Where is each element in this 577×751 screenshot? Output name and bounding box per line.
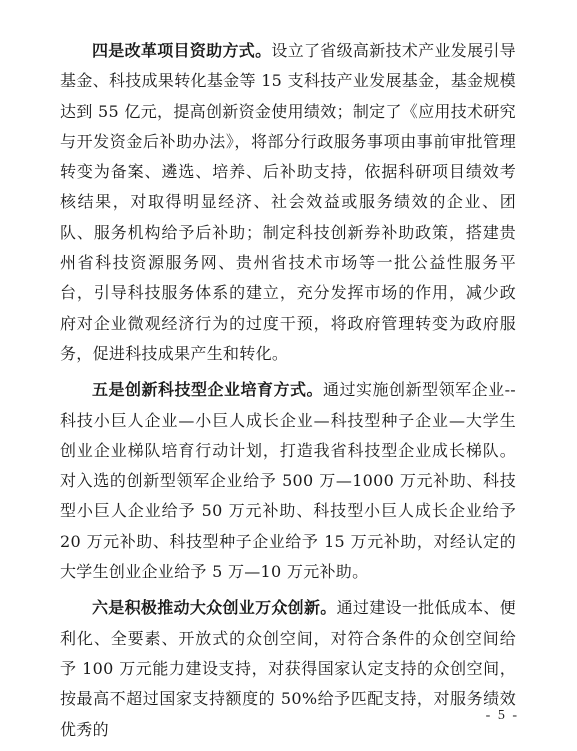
paragraph-text: 通过实施创新型领军企业--科技小巨人企业—小巨人成长企业—科技型种子企业—大学生创业企业梯队培育行动计划，打造我省科技型企业成长梯队。对入选的创新型领军企业给予 500 万—1000 万元补助、科技型小巨人企业给予 50 万元补助、科技型小巨人成长企业给予 20 万元补助、科技型种子企业给予 15 万元补助，对经认定的大学生创业企业给予 5 万—10 万元补助。	[60, 380, 516, 582]
page-number: - 5 -	[485, 708, 519, 723]
paragraph-heading: 四是改革项目资助方式。	[92, 41, 272, 60]
paragraph-text: 通过建设一批低成本、便利化、全要素、开放式的众创空间，对符合条件的众创空间给予 100 万元能力建设支持，对获得国家认定支持的众创空间，按最高不超过国家支持额度的 50%给予匹配支持，对服务绩效优秀的	[60, 598, 516, 739]
paragraph-heading: 六是积极推动大众创业万众创新。	[92, 598, 337, 618]
paragraph-enterprise-cultivation	[60, 375, 516, 587]
paragraph-mass-innovation	[60, 593, 516, 744]
paragraph-text: 设立了省级高新技术产业发展引导基金、科技成果转化基金等 15 支科技产业发展基金，基金规模达到 55 亿元，提高创新资金使用绩效；制定了《应用技术研究与开发资金后补助办法》，将部分行政服务事项由事前审批管理转变为备案、遴选、培养、后补助支持，依据科研项目绩效考核结果，对取得明显经济、社会效益或服务绩效的企业、团队、服务机构给予后补助；制定科技创新券补助政策，搭建贵州省科技资源服务网、贵州省技术市场等一批公益性服务平台，引导科技服务体系的建立，充分发挥市场的作用，减少政府对企业微观经济行为的过度干预，将政府管理转变为政府服务，促进科技成果产生和转化。	[60, 41, 516, 363]
paragraph-project-funding	[60, 36, 516, 369]
document-body	[60, 36, 516, 751]
paragraph-heading: 五是创新科技型企业培育方式。	[92, 380, 324, 400]
